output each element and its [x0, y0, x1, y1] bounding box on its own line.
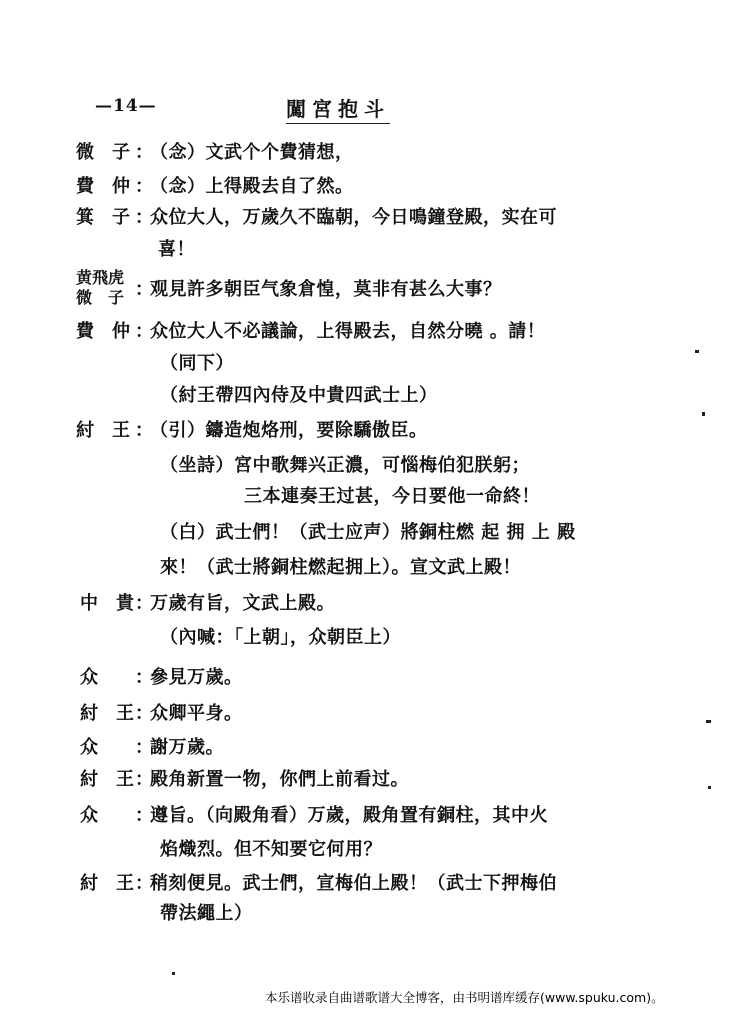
scan-speck	[706, 720, 711, 723]
dialogue-line: （念）上得殿去自了然。	[150, 176, 354, 197]
colon: ：	[135, 142, 153, 163]
dialogue-line: 焰熾烈。但不知要它何用？	[160, 839, 382, 860]
dialogue-line: （白）武士們！（武士应声）將銅柱燃 起 拥 上 殿	[160, 522, 576, 543]
speaker: 微 子	[76, 142, 130, 163]
colon: ：	[135, 667, 153, 688]
colon: ：	[135, 873, 153, 894]
page-title: 闖宮抱斗	[286, 93, 390, 124]
speaker: 中 貴	[80, 593, 134, 614]
speaker-bottom: 微 子	[76, 288, 125, 307]
footer-note: 本乐谱收录自曲谱歌谱大全博客，由书明谱库缓存(www.spuku.com)。	[265, 990, 664, 1005]
dialogue-line: 众位大人不必議論，上得殿去，自然分曉 。請！	[150, 321, 546, 342]
speaker: 众	[80, 667, 98, 688]
speaker: 紂 王	[80, 769, 134, 790]
colon: ：	[135, 737, 153, 758]
colon: ：	[135, 420, 153, 441]
colon: ：	[135, 769, 153, 790]
dialogue-line: 观見許多朝臣气象倉惶，莫非有甚么大事？	[150, 279, 502, 300]
colon: ：	[135, 321, 153, 342]
dialogue-line: 帶法繩上）	[160, 903, 253, 924]
dialogue-line: 參見万歲。	[150, 667, 243, 688]
stage-direction: （紂王帶四內侍及中貴四武士上）	[160, 385, 438, 406]
speaker: 紂 王	[76, 420, 130, 441]
dialogue-line: 万歲有旨，文武上殿。	[150, 593, 335, 614]
speaker: 費 仲	[76, 321, 130, 342]
page-number: —14—	[95, 96, 157, 116]
dialogue-line: 三本連奏王过甚，今日要他一命終！	[244, 486, 540, 507]
colon: ：	[135, 279, 153, 300]
stage-direction: （同下）	[160, 353, 234, 374]
speaker: 箕 子	[76, 207, 130, 228]
dialogue-line: 謝万歲。	[150, 737, 224, 758]
dialogue-line: 众位大人，万歲久不臨朝，今日鳴鐘登殿，实在可	[150, 207, 557, 228]
dialogue-line: （念）文武个个費猜想，	[150, 142, 354, 163]
colon: ：	[135, 805, 153, 826]
scan-speck	[708, 786, 711, 789]
colon: ：	[135, 593, 153, 614]
dialogue-line: 殿角新置一物，你們上前看过。	[150, 769, 409, 790]
colon: ：	[135, 207, 153, 228]
stage-direction: （內喊：「上朝」，众朝臣上）	[160, 627, 401, 648]
dialogue-line: 來！（武士將銅柱燃起拥上）。宣文武上殿！	[160, 557, 521, 578]
dialogue-line: 稍刻便見。武士們，宣梅伯上殿！（武士下押梅伯	[150, 873, 557, 894]
scan-speck	[172, 972, 175, 975]
dialogue-line: （坐詩）宮中歌舞兴正濃，可惱梅伯犯朕躬；	[160, 455, 530, 476]
colon: ：	[135, 703, 153, 724]
dialogue-line: （引）鑄造炮烙刑，要除驕傲臣。	[150, 420, 428, 441]
dialogue-line: 众卿平身。	[150, 703, 243, 724]
colon: ：	[135, 176, 153, 197]
speaker: 众	[80, 805, 98, 826]
scan-speck	[702, 412, 705, 416]
speaker-top: 黄飛虎	[76, 268, 125, 287]
dialogue-line: 喜！	[158, 239, 195, 260]
scan-speck	[695, 350, 699, 353]
speaker: 紂 王	[80, 873, 134, 894]
dialogue-line: 遵旨。（向殿角看）万歲，殿角置有銅柱，其中火	[150, 805, 548, 826]
speaker: 紂 王	[80, 703, 134, 724]
speaker: 众	[80, 737, 98, 758]
speaker: 費 仲	[76, 176, 130, 197]
